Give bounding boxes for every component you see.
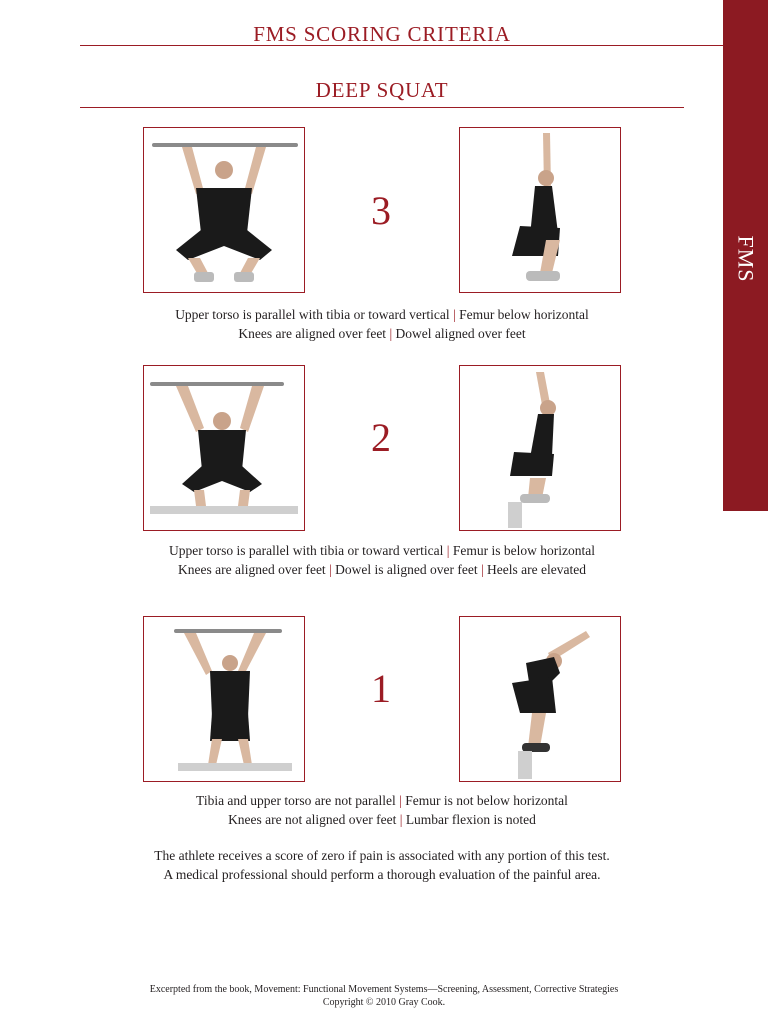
caption-score3-line1	[100, 305, 664, 324]
athlete-side-partial-squat-image	[460, 617, 620, 782]
caption-score3-line2	[100, 324, 664, 343]
photo-score3-front	[143, 127, 305, 293]
separator: |	[452, 307, 456, 322]
separator: |	[446, 543, 450, 558]
caption-score2-line1	[100, 541, 664, 560]
separator: |	[389, 326, 393, 341]
page-subtitle: DEEP SQUAT	[315, 78, 449, 102]
athlete-side-squat-heels-elevated-image	[460, 366, 620, 530]
score-2: 2	[371, 415, 391, 460]
criterion-text: Femur is below horizontal	[452, 543, 595, 558]
criterion-text: Dowel is aligned over feet	[335, 562, 478, 577]
photo-score3-side	[459, 127, 621, 293]
caption-score2-line2	[100, 560, 664, 579]
footer-source: Excerpted from the book, Movement: Functional Movement Systems—Screening, Assessment, Corrective Strategies	[149, 984, 619, 995]
note-line2: A medical professional should perform a thorough evaluation of the painful area.	[163, 867, 601, 882]
caption-score1-line2	[100, 810, 664, 829]
criterion-text: Knees are aligned over feet	[178, 562, 326, 577]
caption-score3	[100, 305, 664, 343]
score-3: 3	[371, 188, 391, 233]
side-tab-label: FMS	[733, 235, 759, 283]
criterion-text: Knees are aligned over feet	[238, 326, 387, 341]
criterion-text: Tibia and upper torso are not parallel	[196, 793, 396, 808]
side-tab	[723, 0, 768, 511]
photo-score2-side	[459, 365, 621, 531]
criterion-text: Knees are not aligned over feet	[228, 812, 397, 827]
page-title: FMS SCORING CRITERIA	[253, 22, 511, 46]
criterion-text: Lumbar flexion is noted	[405, 812, 536, 827]
score-1: 1	[371, 666, 391, 711]
footer-copyright: Copyright © 2010 Gray Cook.	[322, 997, 446, 1008]
athlete-front-deep-squat-image	[144, 128, 304, 292]
criterion-text: Heels are elevated	[487, 562, 586, 577]
separator: |	[399, 812, 403, 827]
caption-score2	[100, 541, 664, 579]
athlete-side-deep-squat-image	[460, 128, 620, 292]
photo-score1-side	[459, 616, 621, 782]
criterion-text: Femur is not below horizontal	[405, 793, 568, 808]
zero-score-note	[100, 846, 664, 884]
caption-score1-line1	[100, 791, 664, 810]
photo-score2-front	[143, 365, 305, 531]
athlete-front-partial-squat-image	[144, 617, 304, 782]
criterion-text: Upper torso is parallel with tibia or toward vertical	[169, 543, 444, 558]
note-line1: The athlete receives a score of zero if pain is associated with any portion of this test.	[154, 848, 610, 863]
criterion-text: Femur below horizontal	[459, 307, 589, 322]
criterion-text: Upper torso is parallel with tibia or toward vertical	[175, 307, 450, 322]
side-tab-label-wrap	[723, 229, 768, 289]
header-rule-bottom	[80, 107, 684, 108]
caption-score1	[100, 791, 664, 829]
separator: |	[329, 562, 332, 577]
separator: |	[399, 793, 402, 808]
criterion-text: Dowel aligned over feet	[395, 326, 526, 341]
footer	[60, 983, 708, 1009]
photo-score1-front	[143, 616, 305, 782]
athlete-front-squat-heels-elevated-image	[144, 366, 304, 530]
separator: |	[480, 562, 484, 577]
